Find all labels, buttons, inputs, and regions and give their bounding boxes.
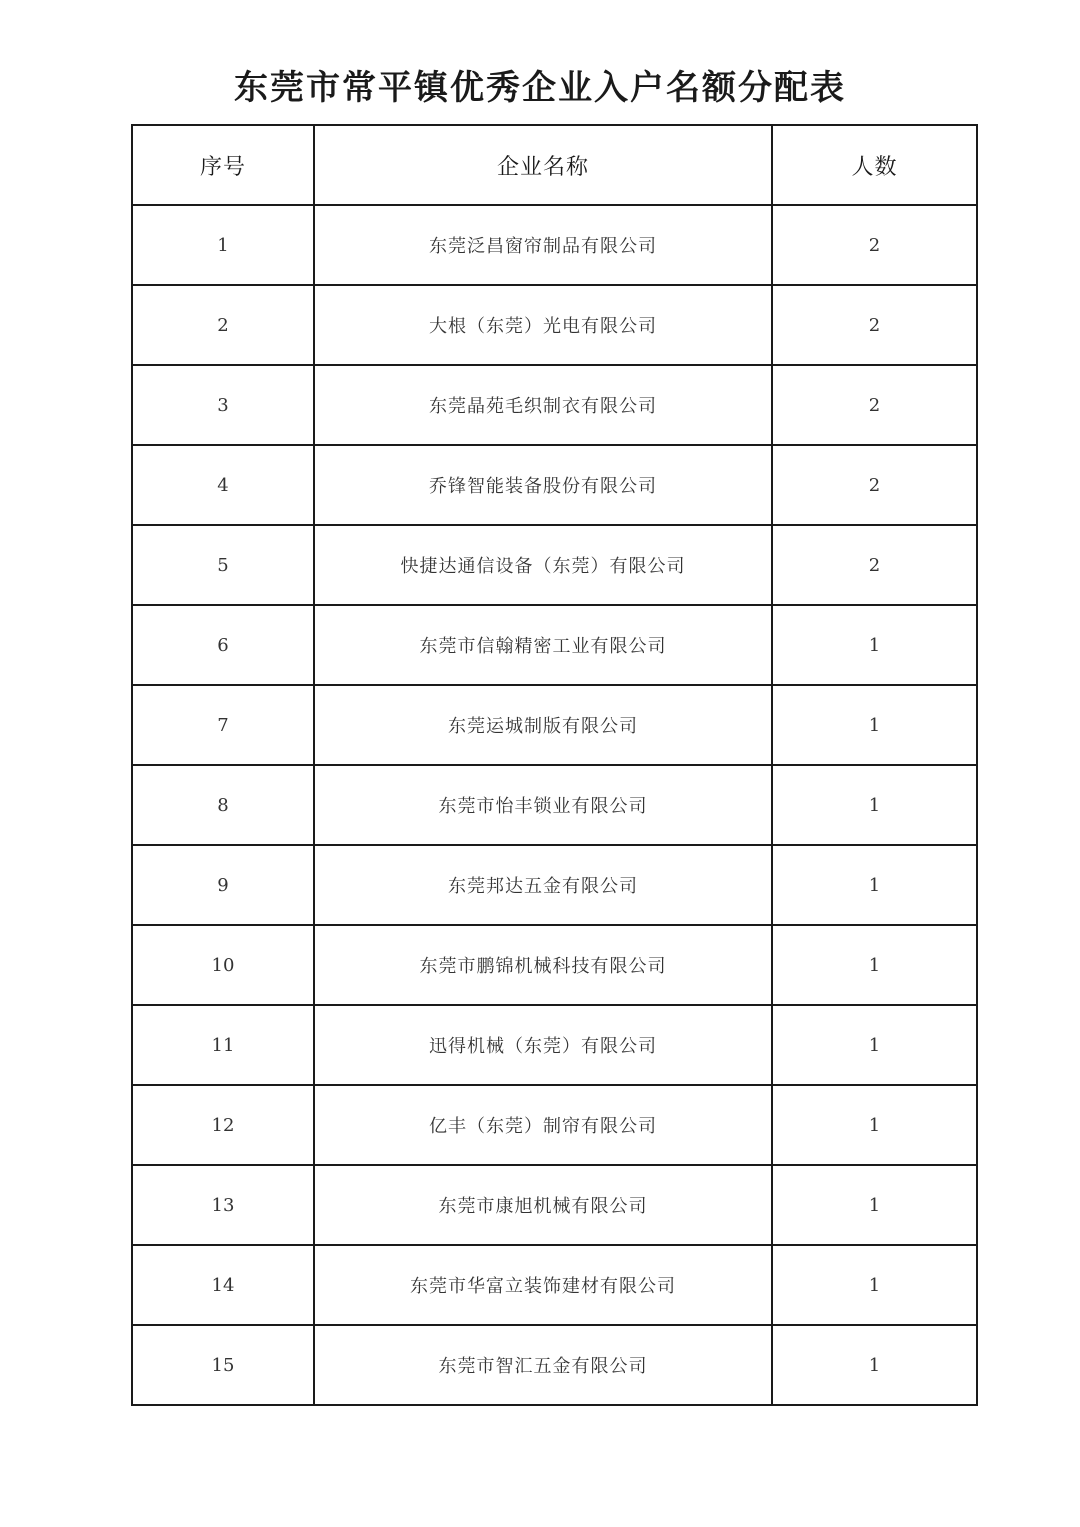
row-index: 13 xyxy=(132,1165,314,1245)
row-count: 2 xyxy=(772,285,977,365)
table-row xyxy=(132,845,977,925)
row-count: 1 xyxy=(772,685,977,765)
header-company: 企业名称 xyxy=(314,125,772,205)
row-count: 1 xyxy=(772,1165,977,1245)
row-count: 1 xyxy=(772,765,977,845)
row-count: 1 xyxy=(772,605,977,685)
row-index: 11 xyxy=(132,1005,314,1085)
table-row xyxy=(132,925,977,1005)
row-count: 2 xyxy=(772,445,977,525)
row-company: 东莞市康旭机械有限公司 xyxy=(314,1165,772,1245)
row-count: 1 xyxy=(772,1085,977,1165)
row-index: 7 xyxy=(132,685,314,765)
table-row xyxy=(132,525,977,605)
row-company: 东莞晶苑毛织制衣有限公司 xyxy=(314,365,772,445)
row-index: 3 xyxy=(132,365,314,445)
row-index: 15 xyxy=(132,1325,314,1405)
row-company: 东莞运城制版有限公司 xyxy=(314,685,772,765)
table-row xyxy=(132,365,977,445)
table-row xyxy=(132,1245,977,1325)
row-count: 1 xyxy=(772,925,977,1005)
row-index: 1 xyxy=(132,205,314,285)
row-count: 2 xyxy=(772,525,977,605)
page-title: 东莞市常平镇优秀企业入户名额分配表 xyxy=(234,68,846,108)
row-company: 东莞泛昌窗帘制品有限公司 xyxy=(314,205,772,285)
row-company: 东莞市信翰精密工业有限公司 xyxy=(314,605,772,685)
row-company: 大根（东莞）光电有限公司 xyxy=(314,285,772,365)
row-company: 亿丰（东莞）制帘有限公司 xyxy=(314,1085,772,1165)
row-count: 1 xyxy=(772,1325,977,1405)
row-index: 5 xyxy=(132,525,314,605)
row-count: 2 xyxy=(772,205,977,285)
row-company: 东莞邦达五金有限公司 xyxy=(314,845,772,925)
row-company: 东莞市鹏锦机械科技有限公司 xyxy=(314,925,772,1005)
row-index: 12 xyxy=(132,1085,314,1165)
table-row xyxy=(132,445,977,525)
row-company: 东莞市智汇五金有限公司 xyxy=(314,1325,772,1405)
header-count: 人数 xyxy=(772,125,977,205)
table-header-row xyxy=(132,125,977,205)
header-index: 序号 xyxy=(132,125,314,205)
table-row xyxy=(132,1005,977,1085)
table-row xyxy=(132,605,977,685)
row-index: 2 xyxy=(132,285,314,365)
row-company: 乔锋智能装备股份有限公司 xyxy=(314,445,772,525)
table-row xyxy=(132,1085,977,1165)
table-row xyxy=(132,1325,977,1405)
row-index: 8 xyxy=(132,765,314,845)
row-index: 14 xyxy=(132,1245,314,1325)
row-index: 4 xyxy=(132,445,314,525)
row-company: 快捷达通信设备（东莞）有限公司 xyxy=(314,525,772,605)
row-index: 9 xyxy=(132,845,314,925)
row-count: 2 xyxy=(772,365,977,445)
table-row xyxy=(132,285,977,365)
table-row xyxy=(132,205,977,285)
row-count: 1 xyxy=(772,1245,977,1325)
row-company: 迅得机械（东莞）有限公司 xyxy=(314,1005,772,1085)
row-index: 6 xyxy=(132,605,314,685)
row-company: 东莞市华富立装饰建材有限公司 xyxy=(314,1245,772,1325)
quota-table xyxy=(131,124,978,1406)
table-row xyxy=(132,765,977,845)
row-count: 1 xyxy=(772,845,977,925)
row-company: 东莞市怡丰锁业有限公司 xyxy=(314,765,772,845)
row-count: 1 xyxy=(772,1005,977,1085)
row-index: 10 xyxy=(132,925,314,1005)
table-row xyxy=(132,685,977,765)
table-row xyxy=(132,1165,977,1245)
